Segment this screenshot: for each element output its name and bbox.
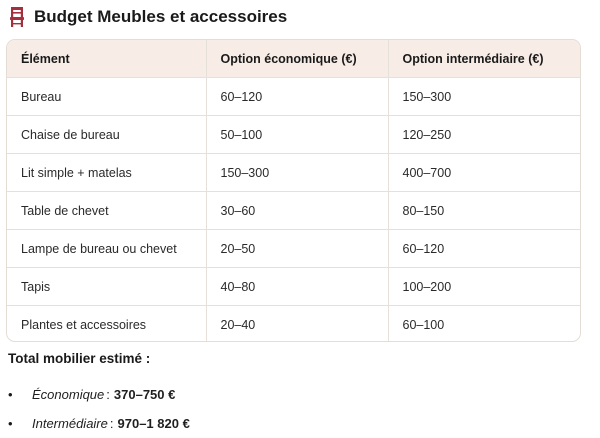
table-row (7, 268, 580, 306)
table-header-row (7, 40, 580, 78)
table-cell: 20–40 (206, 306, 388, 343)
table-cell: 80–150 (388, 192, 580, 230)
table-row (7, 78, 580, 116)
total-label-intermediate: Intermédiaire (32, 416, 108, 431)
table-cell: Tapis (7, 268, 206, 306)
total-separator: : (109, 416, 114, 431)
table-row (7, 230, 580, 268)
table-cell: 20–50 (206, 230, 388, 268)
chair-icon (8, 6, 26, 28)
table-cell: 40–80 (206, 268, 388, 306)
table-cell: 60–100 (402, 317, 445, 332)
title-row (8, 4, 287, 30)
table-cell: 100–200 (388, 268, 580, 306)
bullet-icon: • (8, 416, 13, 431)
totals-list (8, 380, 190, 438)
table-row (7, 116, 580, 154)
list-item (8, 409, 190, 438)
page-title: Budget Meubles et accessoires (34, 7, 288, 26)
column-header-element: Élément (7, 40, 206, 78)
table-row (7, 154, 580, 192)
table-cell: Table de chevet (7, 192, 206, 230)
table-cell: 60–120 (388, 230, 580, 268)
table-cell: Plantes et accessoires (7, 306, 206, 343)
total-label-economic: Économique (32, 387, 105, 402)
column-header-intermediate: Option intermédiaire (€) (388, 40, 580, 78)
table-cell: Lit simple + matelas (7, 154, 206, 192)
table-cell: Chaise de bureau (7, 116, 206, 154)
table-cell: Bureau (7, 78, 206, 116)
table-cell: 150–300 (206, 154, 388, 192)
bullet-icon: • (8, 387, 13, 402)
total-value-intermediate: 970–1 820 € (117, 416, 190, 431)
total-separator: : (106, 387, 110, 402)
list-item (8, 380, 190, 409)
table-cell: Lampe de bureau ou chevet (7, 230, 206, 268)
totals-heading: Total mobilier estimé : (8, 351, 151, 366)
table-row (7, 192, 580, 230)
table-cell: 150–300 (388, 78, 580, 116)
budget-table (7, 40, 580, 342)
table-cell: 400–700 (388, 154, 580, 192)
table-row (7, 306, 580, 343)
total-value-economic: 370–750 € (113, 387, 176, 402)
table-cell: 50–100 (206, 116, 388, 154)
table-cell: 60–120 (206, 78, 388, 116)
table-cell: 120–250 (388, 116, 580, 154)
budget-table-container (6, 39, 581, 342)
column-header-economic: Option économique (€) (206, 40, 388, 78)
table-cell: 30–60 (206, 192, 388, 230)
